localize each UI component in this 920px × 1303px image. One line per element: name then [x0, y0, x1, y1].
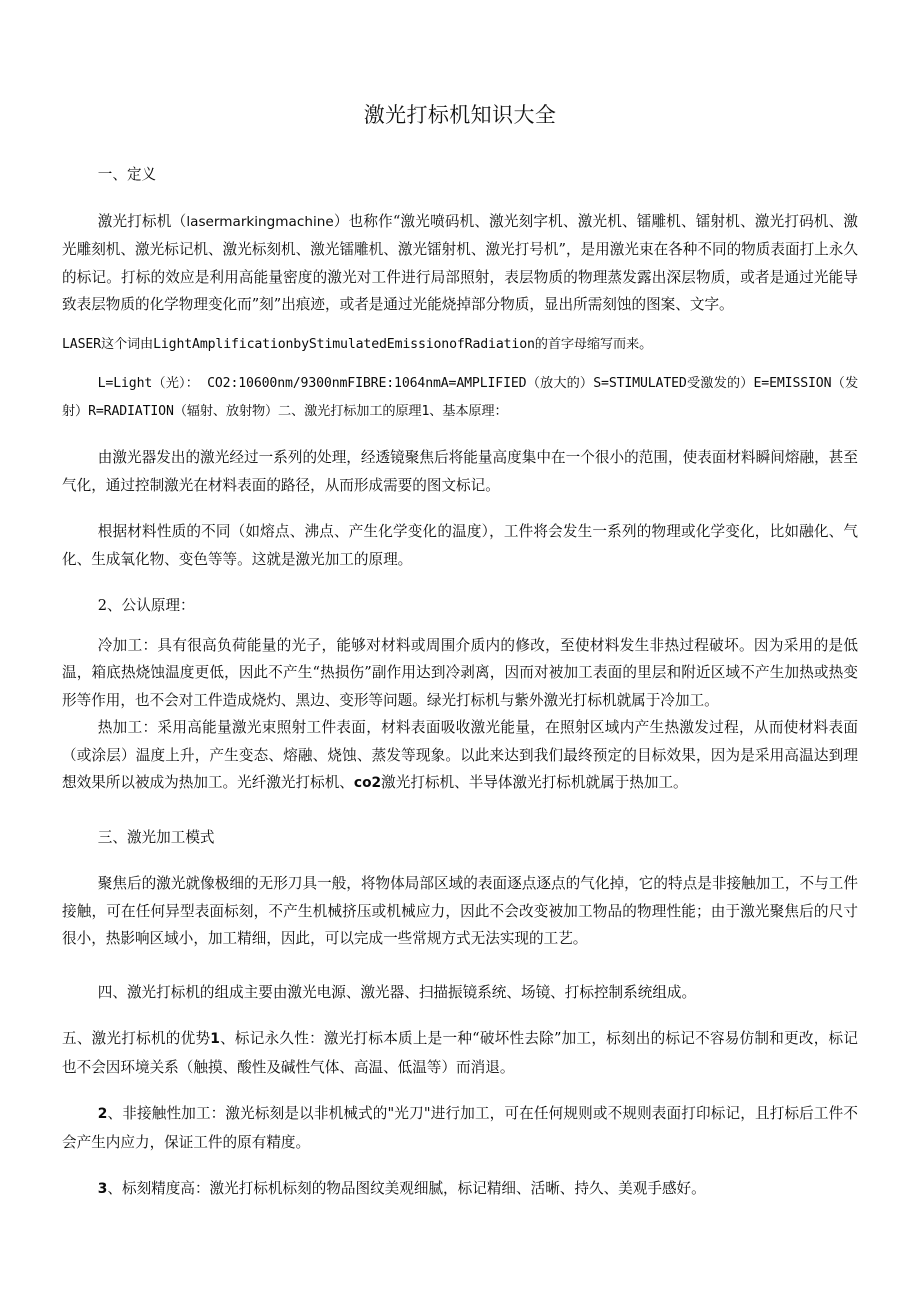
- paragraph-material-properties: 根据材料性质的不同（如熔点、沸点、产生化学变化的温度），工件将会发生一系列的物理或化学变化，比如融化、气化、生成氧化物、变色等等。这就是激光加工的原理。: [62, 523, 858, 568]
- hot-processing-text-lead: 热加工：采用高能量激光束照射工件表面，材料表面吸收激光能量，在照射区域内产生热激发过程，从而使材料表面（或涂层）温度上升，产生变态、熔融、烧蚀、蒸发等现象。以此来达到我们最终预定的目标效果，因为是采用高温达到理想效果所以被成为热加工。光纤激光打标机、: [62, 719, 858, 791]
- hot-processing-co2-token: co2: [353, 775, 382, 791]
- definition-text-lead: 激光打标机（: [97, 212, 187, 230]
- advantage-2-text: 、非接触性加工：激光标刻是以非机械式的"光刀"进行加工，可在任何规则或不规则表面打印标记，且打标后工件不会产生内应力，保证工件的原有精度。: [62, 1105, 858, 1151]
- paragraph-machine-composition: 四、激光打标机的组成主要由激光电源、激光器、扫描振镜系统、场镜、打标控制系统组成。: [97, 983, 697, 1001]
- paragraph-definition: [62, 208, 858, 319]
- section-heading-definition: 一、定义: [97, 166, 157, 183]
- paragraph-basic-principle: 由激光器发出的激光经过一系列的处理，经透镜聚焦后将能量高度集中在一个很小的范围，使表面材料瞬间熔融，甚至气化，通过控制激光在材料表面的路径，从而形成需要的图文标记。: [62, 449, 858, 494]
- advantage-2-number: 2: [97, 1106, 108, 1122]
- section-heading-processing-mode: 三、激光加工模式: [97, 828, 215, 846]
- paragraph-cold-processing: 冷加工：具有很高负荷能量的光子，能够对材料或周围介质内的修改，至使材料发生非热过程破坏。因为采用的是低温，箱底热烧蚀温度更低，因此不产生“热损伤”副作用达到冷剥离，因而对被加工表面的里层和附近区域不产生加热或热变形等作用，也不会对工件造成烧灼、黑边、变形等问题。绿光打标机与紫外激光打标机就属于冷加工。: [62, 636, 858, 709]
- advantages-heading-text: 五、激光打标机的优势: [62, 1030, 211, 1047]
- subsection-heading-accepted-principle: 2、公认原理：: [97, 597, 195, 614]
- hot-processing-text-tail: 激光打标机、半导体激光打标机就属于热加工。: [381, 774, 688, 791]
- paragraph-laser-acronym-expansion: L=Light（光）： CO2:10600nm/9300nmFIBRE:1064nmA=AMPLIFIED（放大的）S=STIMULATED受激发的）E=EMISSION（发射）R=RADIATION（辐射、放射物）二、激光打标加工的原理1、基本原理：: [62, 376, 858, 419]
- advantage-3-text: 、标刻精度高：激光打标机标刻的物品图纹美观细腻，标记精细、活晰、持久、美观手感好。: [107, 1180, 706, 1197]
- page-title: 激光打标机知识大全: [363, 103, 557, 127]
- advantage-1-text: 、标记永久性：激光打标本质上是一种“破坏性去除”加工，标刻出的标记不容易仿制和更改，标记也不会因环境关系（触摸、酸性及碱性气体、高温、低温等）而消退。: [62, 1030, 858, 1076]
- document-body: [62, 0, 858, 1204]
- paragraph-hot-processing: [62, 714, 858, 798]
- definition-latin-term: lasermarkingmachine: [186, 213, 334, 230]
- definition-text-body: ）也称作“激光喷码机、激光刻字机、激光机、镭雕机、镭射机、激光打码机、激光雕刻机、激光标记机、激光标刻机、激光镭雕机、激光镭射机、激光打号机”，是用激光束在各种不同的物质表面打上永久的标记。打标的效应是利用高能量密度的激光对工件进行局部照射，表层物质的物理蒸发露出深层物质，或者是通过光能导致表层物质的化学物理变化而”刻”出痕迹，或者是通过光能烧掉部分物质，显出所需刻蚀的图案、文字。: [62, 212, 858, 313]
- advantage-1-number: 1: [210, 1031, 220, 1047]
- paragraph-processing-mode: 聚焦后的激光就像极细的无形刀具一般，将物体局部区域的表面逐点逐点的气化掉，它的特点是非接触加工，不与工件接触，可在任何异型表面标刻，不产生机械挤压或机械应力，因此不会改变被加工物品的物理性能；由于激光聚焦后的尺寸很小，热影响区域小，加工精细，因此，可以完成一些常规方式无法实现的工艺。: [62, 875, 858, 947]
- paragraph-advantage-3: [62, 1175, 858, 1204]
- paragraph-laser-acronym-origin: LASER这个词由LightAmplificationbyStimulatedEmissionofRadiation的首字母缩写而来。: [62, 336, 653, 352]
- paragraph-advantage-2: [62, 1100, 858, 1156]
- paragraph-advantage-1: [62, 1025, 858, 1081]
- advantage-3-number: 3: [97, 1181, 108, 1197]
